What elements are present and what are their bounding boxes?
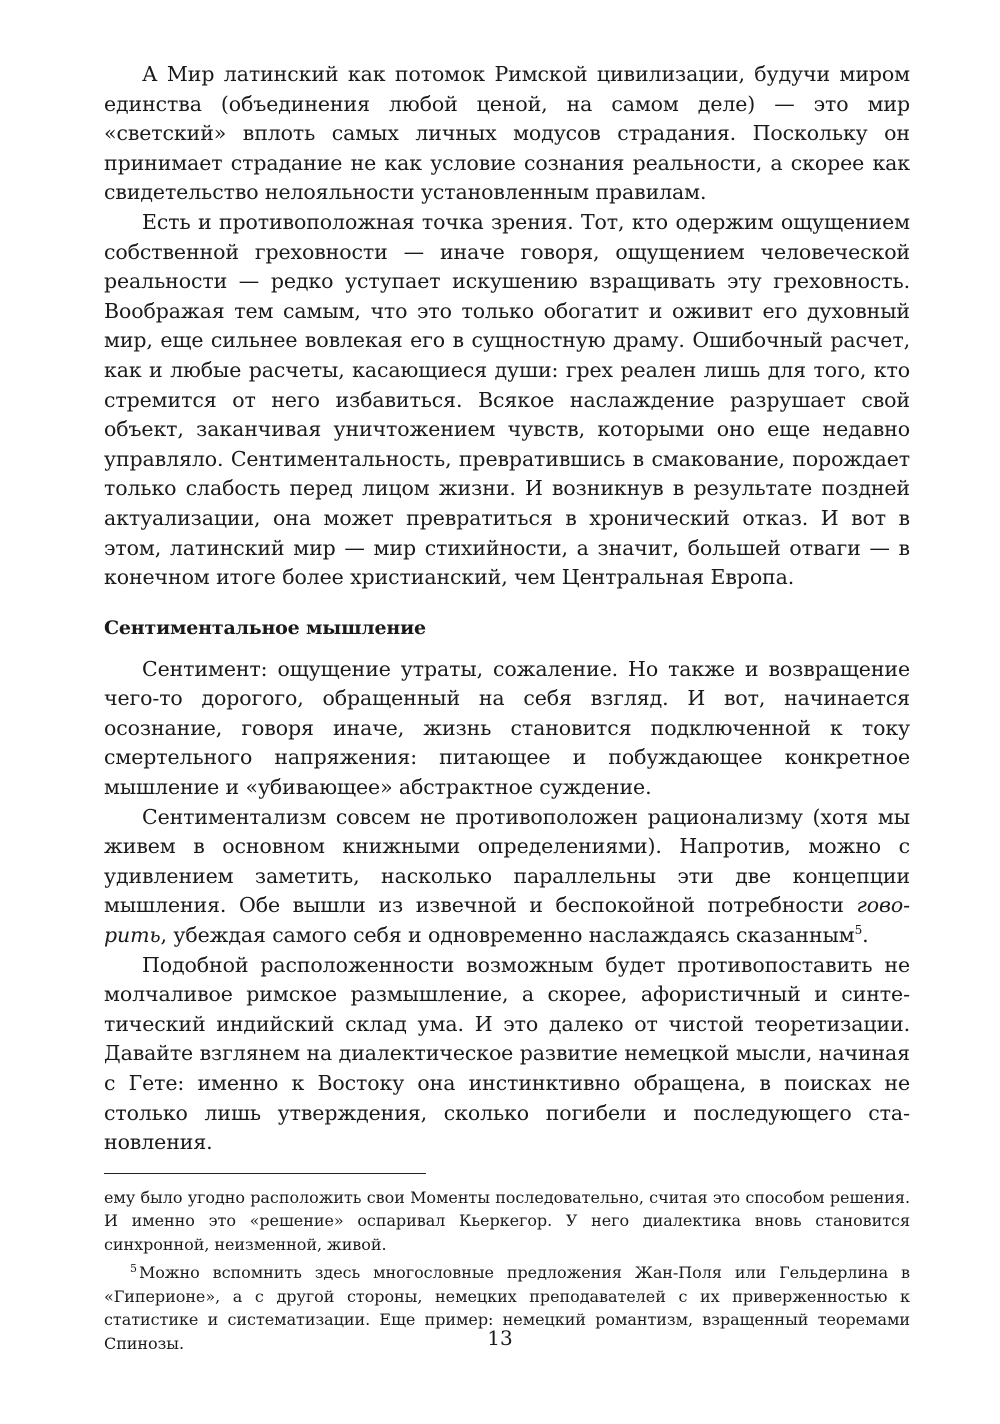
section-text <box>104 655 910 1158</box>
footnote-mark: 5 <box>130 1261 137 1275</box>
paragraph-sentimentalism <box>104 803 910 951</box>
paragraph-text: , убеждая самого себя и одновременно наслаждаясь сказанным <box>160 923 855 948</box>
book-page <box>104 60 910 1355</box>
footnote-divider <box>104 1173 426 1174</box>
footnote-continued: ему было угодно расположить свои Моменты последовательно, считая это способом решения. И именно это «решение» оспаривал Кьеркегор. У него диалектика вновь становится синхронной, неизменной, живой. <box>104 1187 910 1254</box>
footnote-text: Можно вспомнить здесь многословные предложения Жан-Поля или Гельдерлина в «Гиперионе», а с другой стороны, немецких преподавателей с их приверженностью к статистике и систематизации. Еще пример: немецкий романтизм, взращенный теоремами Спинозы. <box>104 1263 910 1353</box>
paragraph-sentiment: Сентимент: ощущение утраты, сожаление. Но также и возвращение чего-то дорогого, обращенный на себя взгляд. И вот, начинается осознание, говоря иначе, жизнь становится подключенной к току смертельного напряжения: питающее и побуждающее конкретное мышление и «убивающее» абстрактное суждение. <box>104 656 910 800</box>
paragraph-disposition: Подобной расположенности возможным будет противопоставить не молчаливое римское размышление, а скорее, афористичный и синтетический индийский склад ума. И это далеко от чистой теоретизации. Давайте взглянем на диалектическое развитие немецкой мысли, начиная с Гете: именно к Востоку она инстинктивно обращена, в поисках не столько лишь утверждения, сколько погибели и последующего становления. <box>104 952 910 1155</box>
paragraph-text: Сентиментализм совсем не противоположен рационализму (хотя мы живем в основном книжными определениями). Напротив, можно с удивлением заметить, насколько параллельны эти две концепции мышления. Обе вышли из извечной и беспокойной потребности <box>104 804 910 918</box>
section-heading: Сентиментальное мышление <box>104 616 426 639</box>
paragraph-latin-world: А Мир латинский как потомок Римской цивилизации, будучи миром единства (объединения любой ценой, на самом деле) — это мир «светский» вплоть самых личных модусов страдания. Поскольку он принимает страдание не как условие сознания реальности, а скорее как свидетельство нелояльности установленным правилам. <box>104 62 910 205</box>
footnote-reference[interactable]: 5 <box>854 923 863 938</box>
page-number: 13 <box>487 1326 513 1350</box>
paragraph-text: . <box>862 923 869 948</box>
italic-word: говорить <box>104 893 910 948</box>
main-text <box>104 60 910 593</box>
paragraph-opposite-view: Есть и противоположная точка зрения. Тот, кто одержим ощущением собственной греховности — иначе говоря, ощущением человеческой реальности — редко уступает искушению взращивать эту греховность. Воображая тем самым, что это только обогатит и оживит его духовный мир, еще сильнее вовлекая его в сущностную драму. Ошибочный расчет, как и любые расчеты, касающиеся души: грех реален лишь для того, кто стремится от него избавиться. Всякое наслаждение разрушает свой объект, заканчивая уничтожением чувств, которыми оно еще недавно управляло. Сентиментальность, превратившись в смакование, порождает только слабость перед лицом жизни. И возникнув в результате поздней актуализации, она может превратиться в хронический отказ. И вот в этом, латинский мир — мир стихийности, а значит, большей отваги — в конечном итоге более христианский, чем Центральная Европа. <box>104 209 910 590</box>
